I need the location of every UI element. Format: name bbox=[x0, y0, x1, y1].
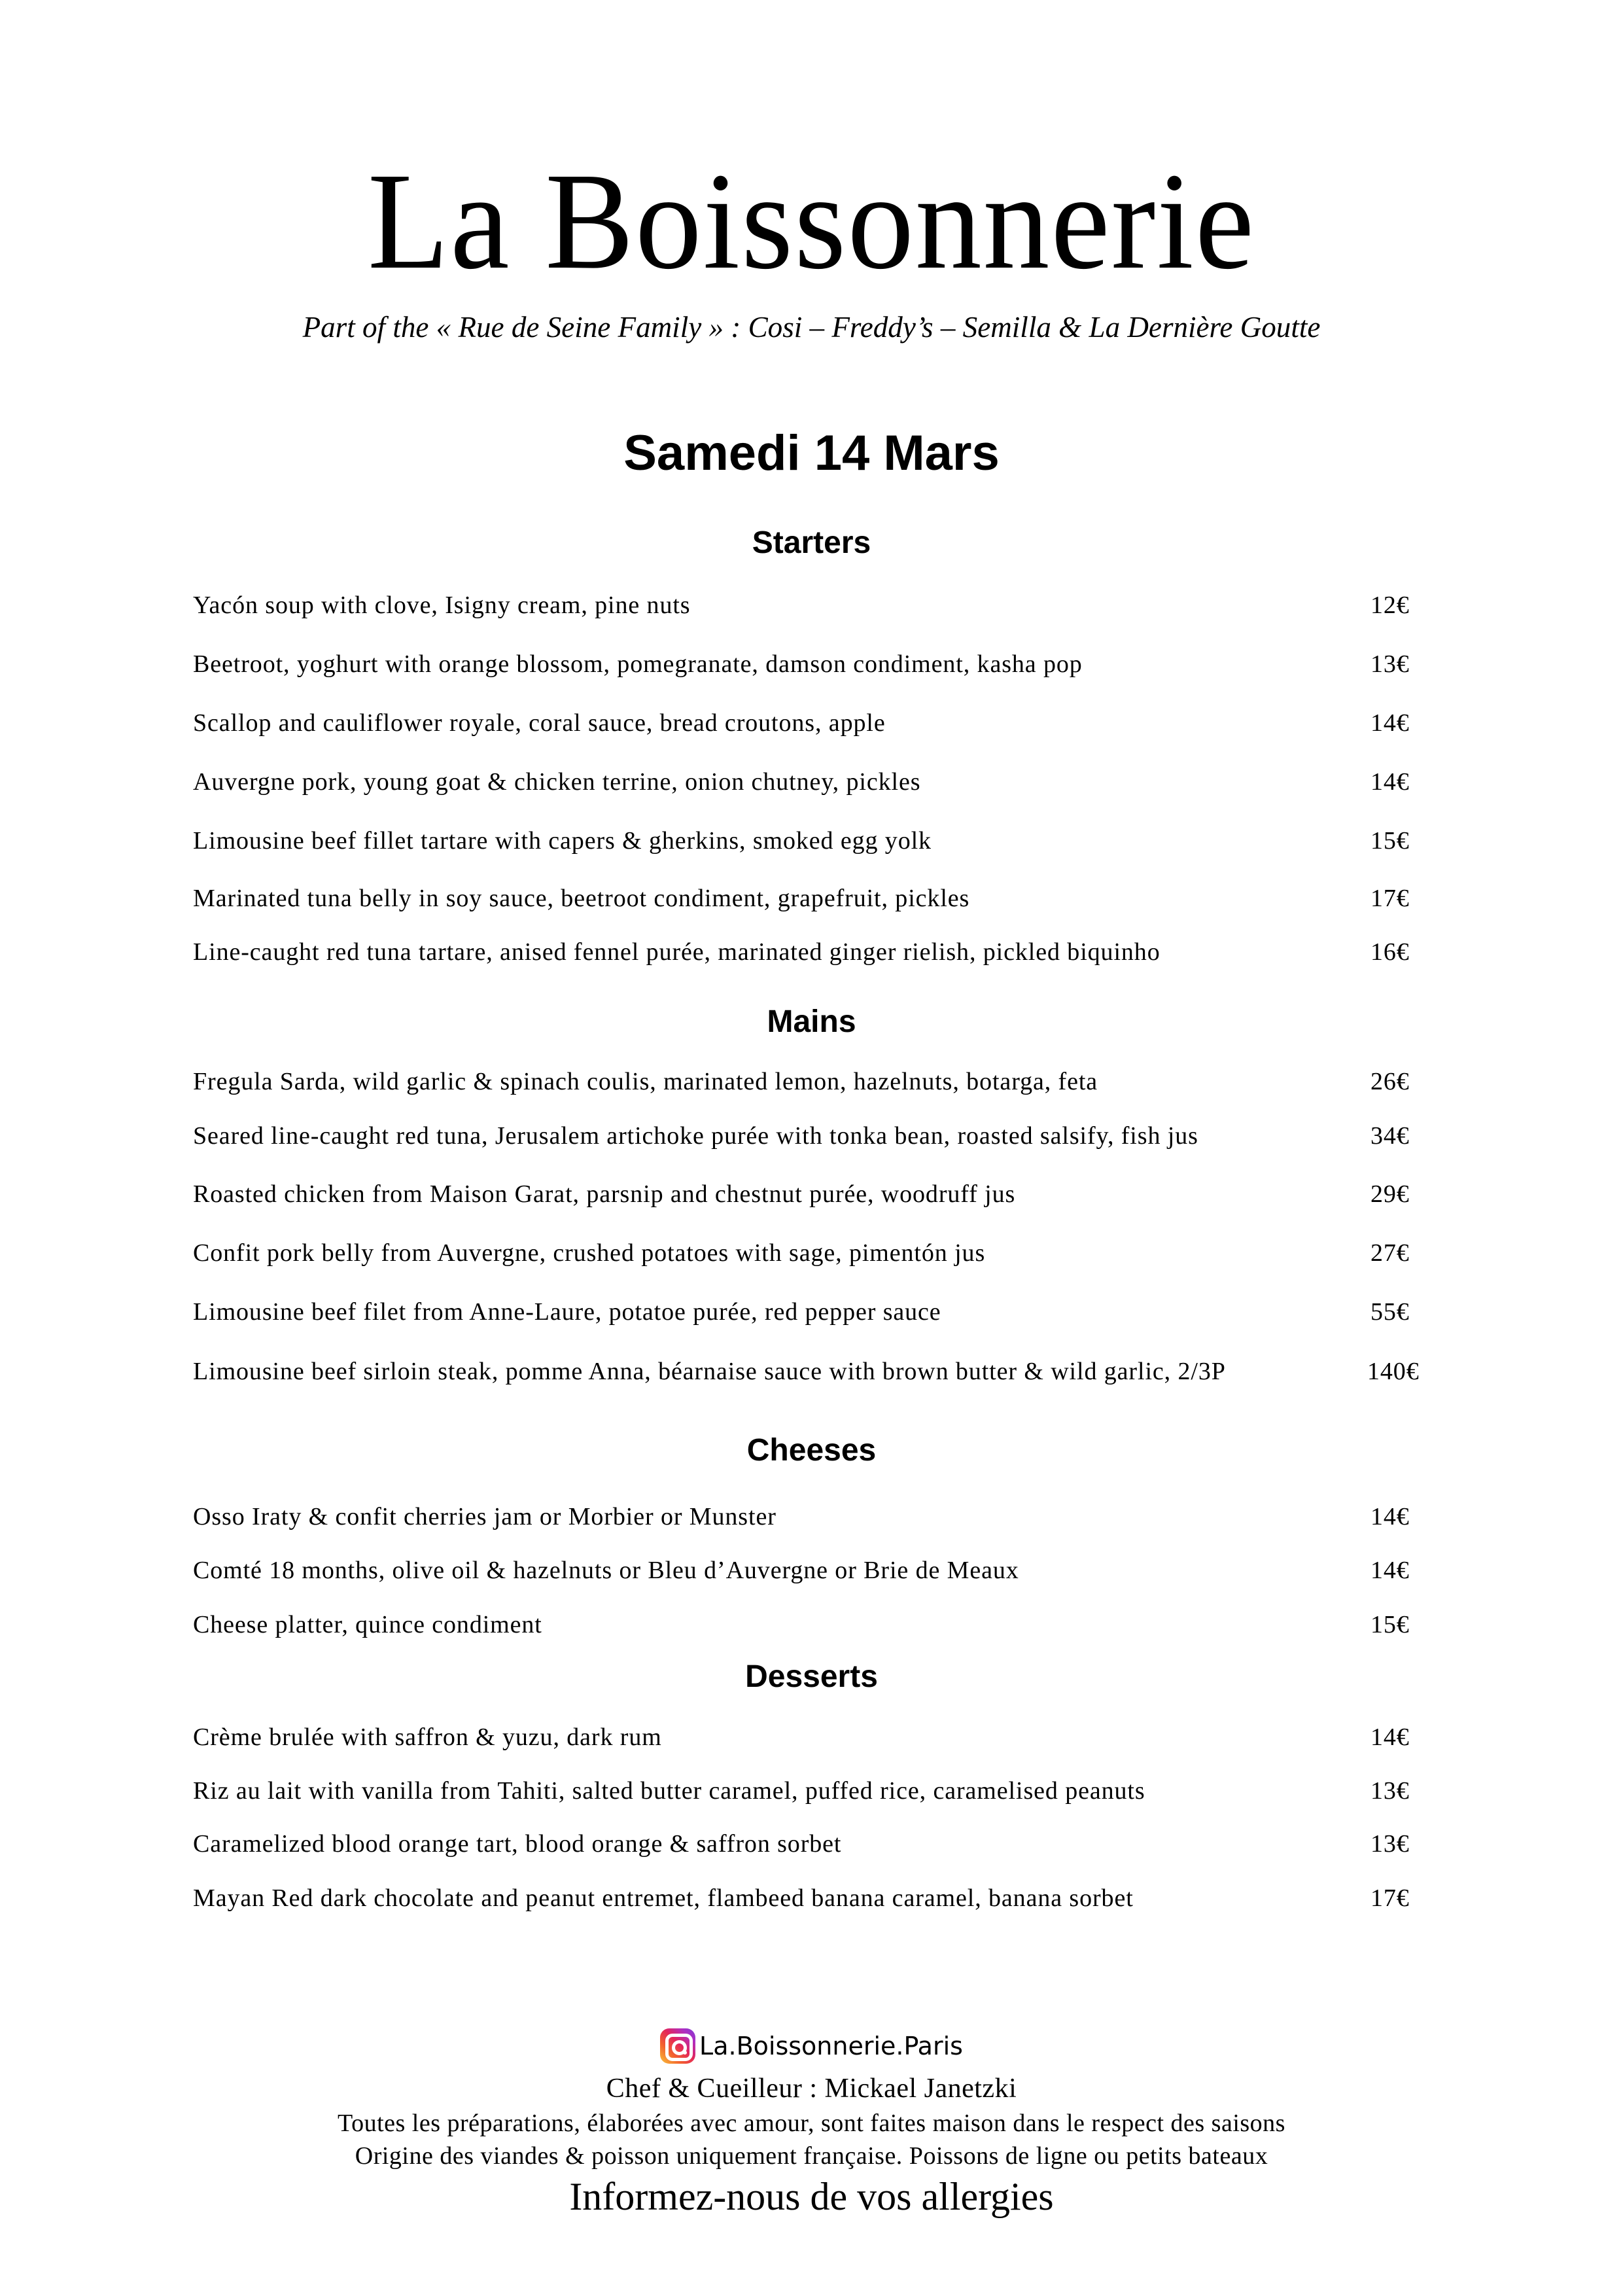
item-name: Riz au lait with vanilla from Tahiti, salted butter caramel, puffed rice, caramelised peanuts bbox=[193, 1777, 1145, 1805]
item-name: Seared line-caught red tuna, Jerusalem artichoke purée with tonka bean, roasted salsify, fish jus bbox=[193, 1122, 1198, 1150]
menu-item bbox=[193, 1500, 1475, 1533]
menu-item bbox=[193, 1355, 1475, 1388]
menu-item bbox=[193, 1178, 1475, 1210]
menu-item bbox=[193, 1237, 1475, 1269]
item-name: Confit pork belly from Auvergne, crushed potatoes with sage, pimentón jus bbox=[193, 1239, 986, 1267]
menu-item bbox=[193, 648, 1475, 680]
item-price: 17€ bbox=[1370, 885, 1410, 912]
menu-item bbox=[193, 824, 1475, 857]
chef-credit: Chef & Cueilleur : Mickael Janetzki bbox=[606, 2074, 1017, 2104]
item-price: 13€ bbox=[1370, 1830, 1410, 1858]
item-name: Scallop and cauliflower royale, coral sauce, bread croutons, apple bbox=[193, 709, 886, 737]
item-price: 13€ bbox=[1370, 650, 1410, 678]
item-name: Marinated tuna belly in soy sauce, beetroot condiment, grapefruit, pickles bbox=[193, 885, 970, 912]
menu-item bbox=[193, 589, 1475, 622]
item-price: 12€ bbox=[1370, 592, 1410, 619]
item-name: Limousine beef sirloin steak, pomme Anna, béarnaise sauce with brown butter & wild garlic, 2/3P bbox=[193, 1358, 1226, 1385]
item-price: 34€ bbox=[1370, 1122, 1410, 1150]
instagram-icon bbox=[660, 2028, 695, 2064]
menu-item bbox=[193, 1882, 1475, 1915]
item-price: 27€ bbox=[1370, 1239, 1410, 1267]
item-name: Crème brulée with saffron & yuzu, dark rum bbox=[193, 1723, 662, 1751]
section-title-mains: Mains bbox=[767, 1004, 856, 1039]
instagram-handle: La.Boissonnerie.Paris bbox=[699, 2032, 963, 2060]
homemade-note: Toutes les préparations, élaborées avec amour, sont faites maison dans le respect des saisons bbox=[338, 2110, 1285, 2137]
item-name: Caramelized blood orange tart, blood orange & saffron sorbet bbox=[193, 1830, 842, 1858]
item-price: 14€ bbox=[1370, 1557, 1410, 1584]
item-price: 15€ bbox=[1370, 1611, 1410, 1638]
item-name: Roasted chicken from Maison Garat, parsnip and chestnut purée, woodruff jus bbox=[193, 1180, 1016, 1208]
item-name: Limousine beef fillet tartare with capers & gherkins, smoked egg yolk bbox=[193, 827, 932, 855]
family-subtitle: Part of the « Rue de Seine Family » : Cosi – Freddy’s – Semilla & La Dernière Goutte bbox=[302, 310, 1321, 344]
section-title-cheeses: Cheeses bbox=[746, 1433, 877, 1468]
item-price: 17€ bbox=[1370, 1884, 1410, 1912]
item-price: 14€ bbox=[1370, 1723, 1410, 1751]
menu-item bbox=[193, 1828, 1475, 1860]
allergy-notice: Informez-nous de vos allergies bbox=[569, 2175, 1054, 2218]
menu-item bbox=[193, 1296, 1475, 1328]
item-price: 15€ bbox=[1370, 827, 1410, 855]
item-price: 14€ bbox=[1370, 768, 1410, 796]
menu-item bbox=[193, 1608, 1475, 1641]
menu-item bbox=[193, 1775, 1475, 1807]
item-price: 29€ bbox=[1370, 1180, 1410, 1208]
item-name: Line-caught red tuna tartare, anised fennel purée, marinated ginger rielish, pickled biquinho bbox=[193, 938, 1161, 966]
item-name: Osso Iraty & confit cherries jam or Morbier or Munster bbox=[193, 1503, 777, 1530]
item-price: 55€ bbox=[1370, 1298, 1410, 1326]
instagram-link[interactable] bbox=[0, 2028, 1623, 2064]
item-name: Auvergne pork, young goat & chicken terrine, onion chutney, pickles bbox=[193, 768, 921, 796]
menu-item bbox=[193, 766, 1475, 798]
item-price: 140€ bbox=[1367, 1358, 1420, 1385]
menu-date: Samedi 14 Mars bbox=[623, 425, 1000, 481]
menu-item bbox=[193, 882, 1475, 915]
item-name: Limousine beef filet from Anne-Laure, potatoe purée, red pepper sauce bbox=[193, 1298, 941, 1326]
item-price: 16€ bbox=[1370, 938, 1410, 966]
item-name: Yacón soup with clove, Isigny cream, pine nuts bbox=[193, 592, 691, 619]
item-price: 26€ bbox=[1370, 1068, 1410, 1095]
menu-item bbox=[193, 936, 1475, 968]
item-price: 14€ bbox=[1370, 709, 1410, 737]
item-name: Cheese platter, quince condiment bbox=[193, 1611, 542, 1638]
menu-item bbox=[193, 1554, 1475, 1587]
restaurant-title: La Boissonnerie bbox=[367, 144, 1256, 298]
section-title-desserts: Desserts bbox=[745, 1659, 878, 1694]
item-price: 13€ bbox=[1370, 1777, 1410, 1805]
item-name: Fregula Sarda, wild garlic & spinach coulis, marinated lemon, hazelnuts, botarga, feta bbox=[193, 1068, 1098, 1095]
item-price: 14€ bbox=[1370, 1503, 1410, 1530]
menu-item bbox=[193, 1065, 1475, 1098]
menu-item bbox=[193, 1120, 1475, 1152]
section-title-starters: Starters bbox=[752, 525, 871, 560]
item-name: Comté 18 months, olive oil & hazelnuts or Bleu d’Auvergne or Brie de Meaux bbox=[193, 1557, 1019, 1584]
item-name: Mayan Red dark chocolate and peanut entremet, flambeed banana caramel, banana sorbet bbox=[193, 1884, 1134, 1912]
origin-note: Origine des viandes & poisson uniquement française. Poissons de ligne ou petits bateaux bbox=[355, 2142, 1268, 2170]
menu-item bbox=[193, 707, 1475, 739]
item-name: Beetroot, yoghurt with orange blossom, pomegranate, damson condiment, kasha pop bbox=[193, 650, 1083, 678]
menu-item bbox=[193, 1721, 1475, 1754]
